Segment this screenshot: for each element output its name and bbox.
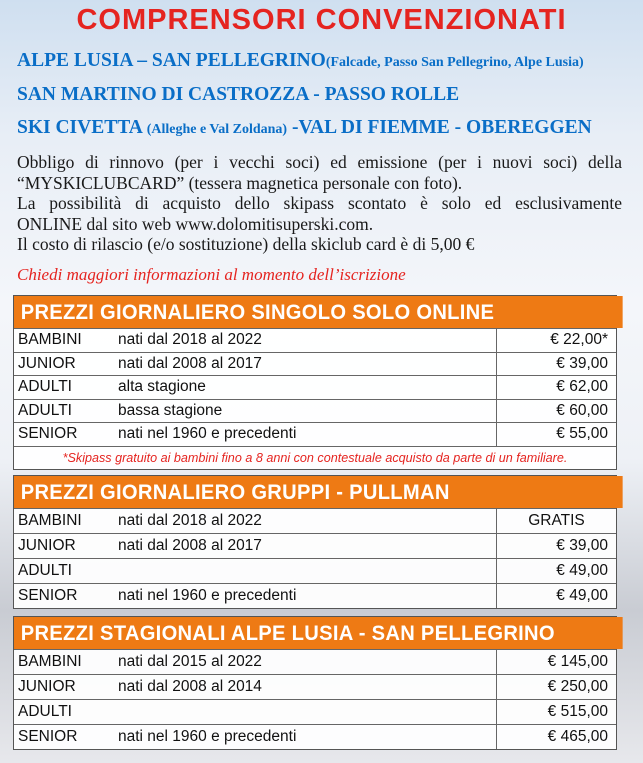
row-category: ADULTI	[18, 401, 72, 419]
price-table-daily-online	[13, 295, 617, 470]
area-sub: (Alleghe e Val Zoldana)	[146, 122, 288, 137]
row-description: nati nel 1960 e precedenti	[118, 423, 497, 446]
info-line: Il costo di rilascio (e/o sostituzione) della skiclub card è di 5,00 €	[17, 234, 475, 254]
row-description: alta stagione	[118, 376, 497, 399]
row-category: SENIOR	[18, 425, 78, 442]
row-category: ADULTI	[18, 703, 72, 720]
table-row	[14, 649, 616, 674]
table-header: PREZZI STAGIONALI ALPE LUSIA - SAN PELLEGRINO	[14, 617, 623, 649]
row-description: nati dal 2008 al 2014	[118, 675, 497, 699]
row-description: bassa stagione	[118, 400, 497, 423]
row-category: ADULTI	[18, 378, 72, 395]
row-category: JUNIOR	[18, 354, 76, 372]
table-row	[14, 375, 616, 399]
row-description: nati nel 1960 e precedenti	[118, 584, 497, 608]
table-row	[14, 533, 616, 558]
table-header: PREZZI GIORNALIERO GRUPPI - PULLMAN	[14, 476, 623, 508]
row-category: BAMBINI	[18, 653, 82, 670]
row-price: € 55,00	[556, 425, 608, 442]
info-line: “MYSKICLUBCARD” (tessera magnetica personale con foto).	[17, 172, 463, 193]
page-title: COMPRENSORI CONVENZIONATI	[76, 4, 567, 36]
info-paragraph	[17, 152, 622, 255]
area-line-3	[17, 117, 592, 139]
row-price: € 39,00	[556, 537, 608, 554]
row-price: € 62,00	[556, 378, 608, 395]
info-line: Obbligo di rinnovo (per i vecchi soci) ed emissione (per i nuovi soci) della	[17, 152, 622, 172]
table-row	[14, 724, 616, 749]
row-price: € 515,00	[547, 703, 608, 720]
row-description: nati dal 2008 al 2017	[118, 534, 497, 558]
table-footnote: *Skipass gratuito ai bambini fino a 8 anni con contestuale acquisto da parte di un familiare.	[14, 446, 616, 469]
price-table-groups	[13, 475, 617, 609]
info-line: La possibilità di acquisto dello skipass scontato è solo ed esclusivamente	[17, 193, 622, 213]
info-line: ONLINE dal sito web www.dolomitisuperski.com.	[17, 213, 374, 234]
table-row	[14, 699, 616, 724]
area-line-2	[17, 84, 459, 106]
area-name: -VAL DI FIEMME - OBEREGGEN	[287, 117, 592, 138]
area-name: SKI CIVETTA	[17, 117, 147, 138]
table-row	[14, 399, 616, 423]
row-description	[118, 700, 497, 724]
row-price: € 250,00	[547, 678, 608, 695]
table-row	[14, 508, 616, 533]
table-row	[14, 422, 616, 446]
row-category: ADULTI	[18, 562, 72, 579]
row-category: SENIOR	[18, 587, 78, 604]
table-header: PREZZI GIORNALIERO SINGOLO SOLO ONLINE	[14, 296, 623, 328]
row-price: € 49,00	[556, 587, 608, 604]
table-row	[14, 558, 616, 583]
area-name: ALPE LUSIA – SAN PELLEGRINO	[17, 50, 326, 71]
row-category: BAMBINI	[18, 512, 82, 529]
info-note: Chiedi maggiori informazioni al momento dell’iscrizione	[17, 265, 406, 284]
row-description	[118, 559, 497, 583]
table-row	[14, 328, 616, 352]
row-description: nati nel 1960 e precedenti	[118, 725, 497, 749]
row-price: € 49,00	[556, 562, 608, 579]
row-price: € 465,00	[547, 728, 608, 745]
area-line-1	[17, 50, 584, 72]
row-price: € 22,00*	[550, 331, 608, 348]
row-price: € 145,00	[547, 653, 608, 670]
row-category: JUNIOR	[18, 678, 76, 695]
row-price: GRATIS	[528, 512, 585, 529]
row-description: nati dal 2018 al 2022	[118, 329, 497, 352]
row-description: nati dal 2018 al 2022	[118, 509, 497, 533]
area-sub: (Falcade, Passo San Pellegrino, Alpe Lusia)	[325, 55, 584, 70]
table-row	[14, 583, 616, 608]
row-price: € 60,00	[556, 401, 608, 419]
row-category: SENIOR	[18, 728, 78, 745]
row-description: nati dal 2015 al 2022	[118, 650, 497, 674]
row-price: € 39,00	[556, 354, 608, 372]
table-row	[14, 352, 616, 376]
row-category: BAMBINI	[18, 331, 82, 348]
table-row	[14, 674, 616, 699]
row-description: nati dal 2008 al 2017	[118, 353, 497, 376]
area-name: SAN MARTINO DI CASTROZZA - PASSO ROLLE	[17, 84, 460, 105]
row-category: JUNIOR	[18, 537, 76, 554]
price-table-season	[13, 616, 617, 750]
